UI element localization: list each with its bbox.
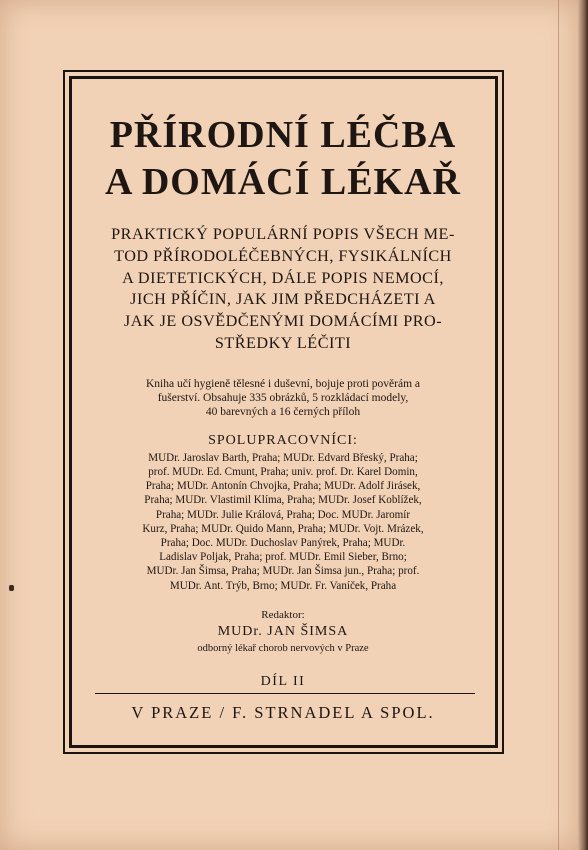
intro-line: Kniha učí hygieně tělesné i duševní, bojuje proti pověrám a	[145, 377, 420, 390]
collaborators-line: Ladislav Poljak, Praha; prof. MUDr. Emil Sieber, Brno;	[159, 551, 407, 564]
collaborators-line: prof. MUDr. Ed. Cmunt, Praha; univ. prof. Dr. Karel Domin,	[148, 465, 418, 478]
collaborators-list	[70, 451, 496, 593]
title-page-content	[70, 112, 496, 690]
editor-label: Redaktor:	[261, 608, 305, 621]
editor-description: odborný lékař chorob nervových v Praze	[197, 642, 369, 654]
book-title-line: PŘÍRODNÍ LÉČBA	[109, 114, 457, 156]
subtitle-line: PRAKTICKÝ POPULÁRNÍ POPIS VŠECH ME-	[111, 225, 455, 243]
book-title-line: A DOMÁCÍ LÉKAŘ	[104, 161, 462, 203]
collaborators-line: Praha; MUDr. Julie Králová, Praha; Doc. MUDr. Jaromír	[155, 508, 411, 521]
book-intro	[70, 377, 496, 419]
collaborators-line: Praha; Doc. MUDr. Duchoslav Panýrek, Praha; MUDr.	[160, 537, 406, 549]
collaborators-line: MUDr. Jan Šimsa, Praha; MUDr. Jan Šimsa jun., Praha; prof.	[146, 565, 420, 578]
page-spot	[9, 585, 14, 591]
publisher-divider	[95, 693, 475, 694]
collaborators-line: Kurz, Praha; MUDr. Quido Mann, Praha; MUDr. Vojt. Mrázek,	[142, 522, 424, 535]
subtitle-line: TOD PŘÍRODOLÉČEBNÝCH, FYSIKÁLNÍCH	[114, 246, 452, 265]
intro-line: 40 barevných a 16 černých příloh	[205, 405, 361, 418]
book-edge	[578, 0, 588, 850]
page-fold-line	[558, 0, 559, 850]
publisher-line: V PRAZE / F. STRNADEL A SPOL.	[131, 703, 435, 722]
book-title	[70, 112, 496, 206]
book-subtitle	[70, 224, 496, 355]
collaborators-line: Praha; MUDr. Antonín Chvojka, Praha; MUDr. Adolf Jirásek,	[145, 480, 421, 493]
intro-line: fušerství. Obsahuje 335 obrázků, 5 rozkládací modely,	[157, 391, 409, 404]
collaborators-heading: SPOLUPRACOVNÍCI:	[208, 432, 358, 448]
collaborators-line: MUDr. Ant. Trýb, Brno; MUDr. Fr. Vaníček, Praha	[169, 579, 397, 592]
collaborators-line: MUDr. Jaroslav Barth, Praha; MUDr. Edvard Břeský, Praha;	[148, 451, 418, 464]
editor-name: MUDr. JAN ŠIMSA	[217, 623, 349, 639]
collaborators-line: Praha; MUDr. Vlastimil Klíma, Praha; MUDr. Josef Koblížek,	[144, 494, 422, 507]
subtitle-line: JAK JE OSVĚDČENÝMI DOMÁCÍMI PRO-	[123, 312, 443, 331]
subtitle-line: JICH PŘÍČIN, JAK JIM PŘEDCHÁZETI A	[130, 290, 436, 309]
volume-number: DÍL II	[260, 673, 306, 689]
subtitle-line: A DIETETICKÝCH, DÁLE POPIS NEMOCÍ,	[122, 268, 444, 287]
subtitle-line: STŘEDKY LÉČITI	[214, 333, 352, 352]
